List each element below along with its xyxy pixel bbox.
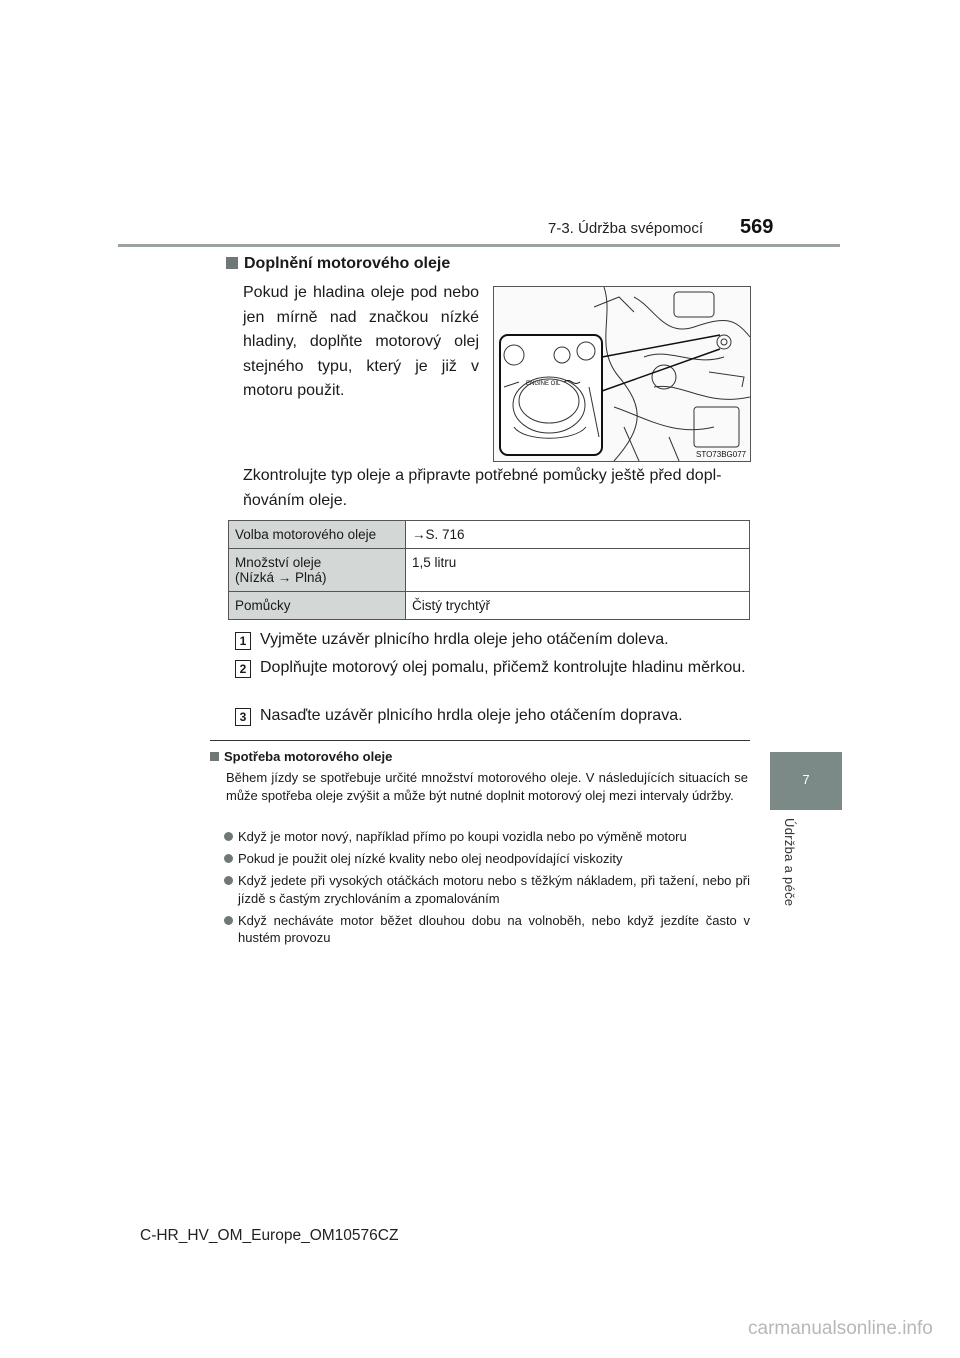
step-number-box: 3 — [235, 708, 251, 726]
step-number-box: 1 — [235, 632, 251, 650]
table-key-cell: Množství oleje (Nízká → Plná) — [229, 549, 406, 592]
step-3 — [235, 704, 755, 729]
table-key-cell: Volba motorového oleje — [229, 521, 406, 549]
note-heading — [210, 749, 392, 764]
chapter-label: Údržba a péče — [782, 818, 797, 907]
step-text: Doplňujte motorový olej pomalu, přičemž kontrolujte hladinu měrkou. — [260, 659, 746, 676]
bullet-dot-icon — [224, 832, 233, 841]
table-row — [229, 549, 750, 592]
document-id-footer: C-HR_HV_OM_Europe_OM10576CZ — [140, 1227, 399, 1244]
engine-oil-cap-figure — [493, 286, 751, 462]
engine-bay-illustration — [494, 287, 750, 461]
header-rule — [118, 244, 840, 247]
page-number: 569 — [740, 216, 774, 238]
list-item-text: Když necháváte motor běžet dlouhou dobu na volnoběh, nebo když jezdíte často v hustém provozu — [238, 912, 750, 945]
section-title: Doplnění motorového oleje — [244, 255, 451, 272]
list-item-text: Pokud je použit olej nízké kvality nebo olej neodpovídající viskozity — [238, 851, 623, 866]
step-text: Nasaďte uzávěr plnicího hrdla oleje jeho otáčením doprava. — [260, 707, 683, 724]
list-item-text: Když je motor nový, například přímo po koupi vozidla nebo po výměně motoru — [238, 829, 687, 844]
note-bullet-list — [224, 828, 750, 951]
table-value-cell: Čistý trychtýř — [406, 592, 750, 620]
intro-paragraph: Pokud je hladina oleje pod nebo jen mírně nad značkou nízké hladiny, doplňte motorový olej stejného typu, který je již v motoru použit. — [243, 284, 479, 399]
step-number-box: 2 — [235, 660, 251, 678]
list-item — [224, 872, 750, 907]
step-text: Vyjměte uzávěr plnicího hrdla oleje jeho otáčením doleva. — [260, 631, 669, 648]
bullet-dot-icon — [224, 916, 233, 925]
oil-spec-table — [228, 520, 750, 620]
section-heading — [226, 255, 450, 273]
table-value-cell: 1,5 litru — [406, 549, 750, 592]
section-divider — [210, 740, 750, 741]
watermark: carmanualsonline.info — [748, 1318, 933, 1339]
step-2 — [235, 656, 755, 681]
list-item-text: Když jedete při vysokých otáčkách motoru nebo s těžkým nákladem, při tažení, nebo při jízdě s častým zrychlováním a zpomalováním — [238, 873, 750, 906]
bullet-dot-icon — [224, 854, 233, 863]
engine-oil-label: ENGINE OIL — [526, 381, 561, 387]
running-header-section: 7-3. Údržba svépomocí — [548, 220, 704, 237]
chapter-number: 7 — [802, 772, 810, 787]
square-bullet-icon — [226, 257, 238, 269]
bullet-dot-icon — [224, 876, 233, 885]
table-value-cell: →S. 716 — [406, 521, 750, 549]
note-title: Spotřeba motorového oleje — [224, 749, 393, 764]
table-key-cell: Pomůcky — [229, 592, 406, 620]
step-1 — [235, 628, 755, 653]
figure-code: STO73BG077 — [696, 450, 747, 459]
check-paragraph: Zkontrolujte typ oleje a připravte potřebné pomůcky ještě před doplňováním oleje. — [243, 467, 722, 509]
list-item — [224, 912, 750, 947]
note-paragraph: Během jízdy se spotřebuje určité množství motorového oleje. V následujících situacích se může spotřeba oleje zvýšit a může být nutné doplnit motorový olej mezi intervaly údržby. — [226, 770, 748, 803]
table-row — [229, 592, 750, 620]
table-row — [229, 521, 750, 549]
square-bullet-icon — [210, 752, 219, 761]
list-item — [224, 850, 750, 868]
list-item — [224, 828, 750, 846]
